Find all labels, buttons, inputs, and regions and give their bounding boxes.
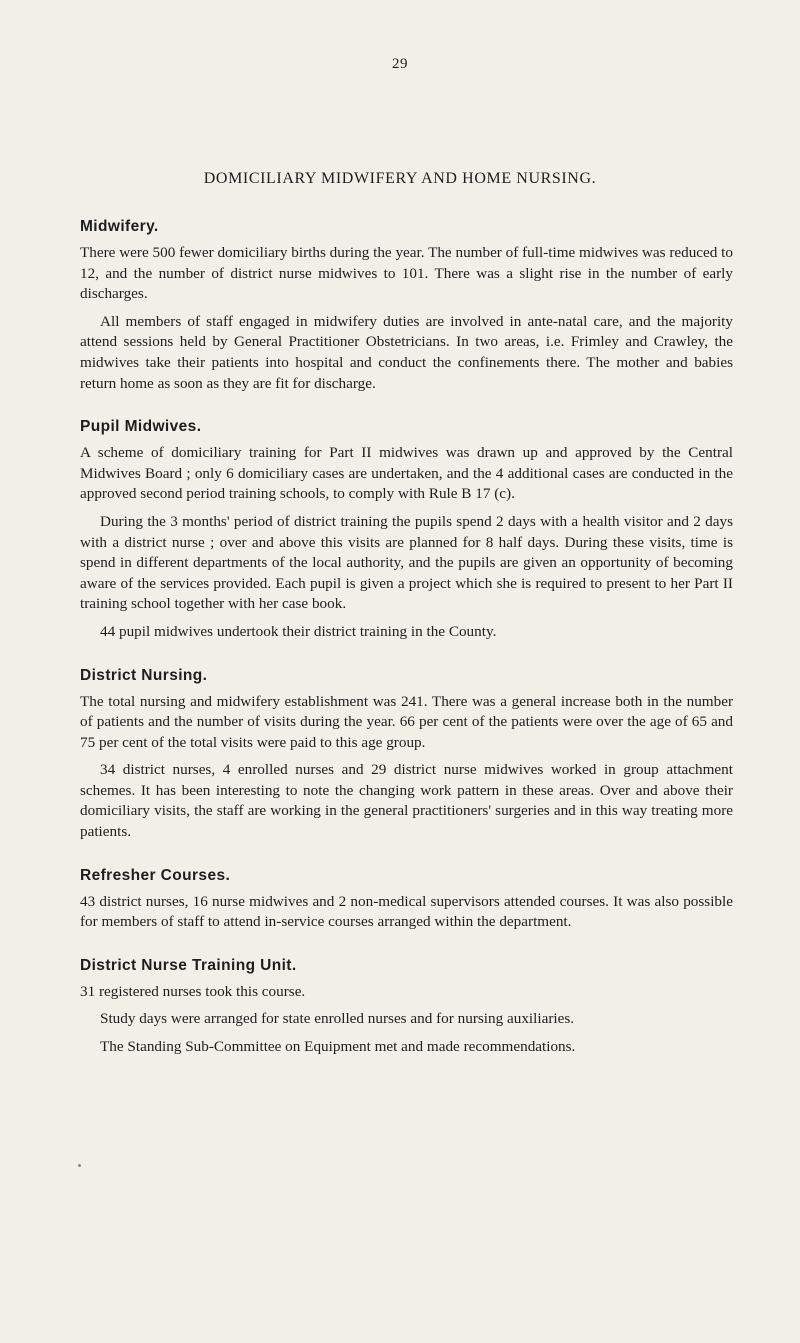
section-refresher-courses <box>80 867 733 933</box>
paragraph: 43 district nurses, 16 nurse midwives and 2 non-medical supervisors attended courses. It was also possible for members of staff to attend in-service courses arranged within the department. <box>80 892 733 931</box>
section-heading: Pupil Midwives. <box>80 418 202 436</box>
page-title: DOMICILIARY MIDWIFERY AND HOME NURSING. <box>203 170 597 187</box>
section-midwifery <box>80 218 733 394</box>
page-number: 29 <box>392 56 408 72</box>
paragraph: The Standing Sub-Committee on Equipment met and made recommendations. <box>100 1038 576 1056</box>
paragraph: All members of staff engaged in midwifery duties are involved in ante-natal care, and the majority attend sessions held by General Practitioner Obstetricians. In two areas, i.e. Frimley and Crawley, the midwives take their patients into hospital and conduct the confinements there. The mother and babies return home as soon as they are fit for discharge. <box>80 312 733 392</box>
paragraph: 44 pupil midwives undertook their district training in the County. <box>100 622 497 640</box>
paragraph: A scheme of domiciliary training for Part II midwives was drawn up and approved by the Central Midwives Board ; only 6 domiciliary cases are undertaken, and the 4 additional cases are conducted in the approved second period training schools, to comply with Rule B 17 (c). <box>80 444 733 503</box>
paragraph: During the 3 months' period of district training the pupils spend 2 days with a health visitor and 2 days with a district nurse ; over and above this visits are planned for 8 half days. During these visits, time is spend in different departments of the local authority, and the pupils are given an opportunity of becoming aware of the services provided. Each pupil is given a project which she is required to present to her Part II training school together with her case book. <box>80 512 733 613</box>
paragraph: The total nursing and midwifery establishment was 241. There was a general increase both in the number of patients and the number of visits during the year. 66 per cent of the patients were over the age of 65 and 75 per cent of the total visits were paid to this age group. <box>80 692 733 751</box>
paper-speck <box>78 1164 81 1167</box>
paragraph: 31 registered nurses took this course. <box>80 982 306 1000</box>
section-heading: Midwifery. <box>80 218 159 235</box>
document-body <box>80 218 733 1082</box>
section-heading: District Nurse Training Unit. <box>80 956 297 974</box>
section-pupil-midwives <box>80 418 733 642</box>
paragraph: 34 district nurses, 4 enrolled nurses and 29 district nurse midwives worked in group attachment schemes. It has been interesting to note the changing work pattern in these areas. Over and above their domiciliary visits, the staff are working in the general practitioners' surgeries and in this way treating more patients. <box>80 761 733 841</box>
paragraph: There were 500 fewer domiciliary births during the year. The number of full-time midwives was reduced to 12, and the number of district nurse midwives to 101. There was a slight rise in the number of early discharges. <box>80 244 733 303</box>
paragraph: Study days were arranged for state enrolled nurses and for nursing auxiliaries. <box>100 1010 575 1028</box>
section-heading: District Nursing. <box>80 666 208 684</box>
section-district-nurse-training-unit <box>80 957 733 1058</box>
section-heading: Refresher Courses. <box>80 866 231 884</box>
section-district-nursing <box>80 667 733 843</box>
